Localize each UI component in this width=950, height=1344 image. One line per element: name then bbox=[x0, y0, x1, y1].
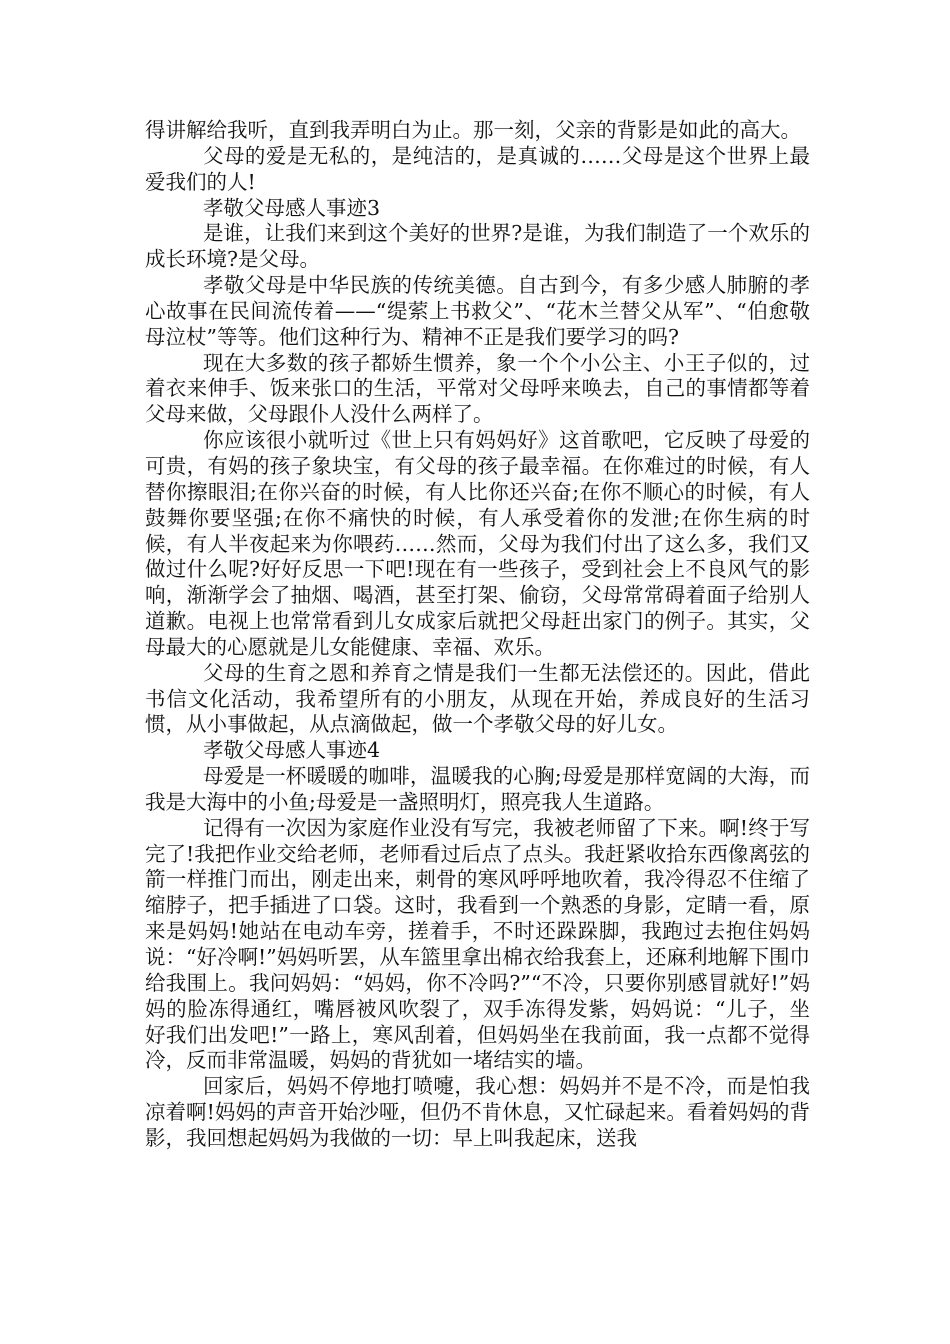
section-heading: 孝敬父母感人事迹3 bbox=[203, 195, 381, 220]
paragraph: 你应该很小就听过《世上只有妈妈好》这首歌吧，它反映了母爱的可贵，有妈的孩子象块宝，有父母的孩子最幸福。在你难过的时候，有人替你擦眼泪;在你兴奋的时候，有人比你还兴奋;在你不顺心的时候，有人鼓舞你要坚强;在你不痛快的时候，有人承受着你的发泄;在你生病的时候，有人半夜起来为你喂药……然而，父母为我们付出了这么多，我们又做过什么呢?好好反思一下吧!现在有一些孩子，受到社会上不良风气的影响，渐渐学会了抽烟、喝酒，甚至打架、偷窃，父母常常碍着面子给别人道歉。电视上也常常看到儿女成家后就把父母赶出家门的例子。其实，父母最大的心愿就是儿女能健康、幸福、欢乐。 bbox=[145, 428, 810, 659]
paragraph: 回家后，妈妈不停地打喷嚏，我心想：妈妈并不是不冷，而是怕我凉着啊!妈妈的声音开始沙哑，但仍不肯休息，又忙碌起来。看着妈妈的背影，我回想起妈妈为我做的一切：早上叫我起床，送我 bbox=[145, 1074, 810, 1150]
paragraph: 现在大多数的孩子都娇生惯养，象一个个小公主、小王子似的，过着衣来伸手、饭来张口的生活，平常对父母呼来唤去，自己的事情都等着父母来做，父母跟仆人没什么两样了。 bbox=[145, 350, 810, 427]
paragraph: 记得有一次因为家庭作业没有写完，我被老师留了下来。啊!终于写完了!我把作业交给老师，老师看过后点了点头。我赶紧收拾东西像离弦的箭一样推门而出，刚走出来，刺骨的寒风呼呼地吹着，我冷得忍不住缩了缩脖子，把手插进了口袋。这时，我看到一个熟悉的身影，定睛一看，原来是妈妈!她站在电动车旁，搓着手，不时还跺跺脚，我跑过去抱住妈妈说：“好冷啊!”妈妈听罢，从车篮里拿出棉衣给我套上，还麻利地解下围巾给我围上。我问妈妈：“妈妈，你不冷吗?”“不冷，只要你别感冒就好!”妈妈的脸冻得通红，嘴唇被风吹裂了，双手冻得发紫，妈妈说：“儿子，坐好我们出发吧!”一路上，寒风刮着，但妈妈坐在我前面，我一点都不觉得冷，反而非常温暖，妈妈的背犹如一堵结实的墙。 bbox=[145, 815, 810, 1073]
paragraph: 母爱是一杯暖暖的咖啡，温暖我的心胸;母爱是那样宽阔的大海，而我是大海中的小鱼;母爱是一盏照明灯，照亮我人生道路。 bbox=[145, 764, 810, 814]
paragraph: 父母的爱是无私的，是纯洁的，是真诚的……父母是这个世界上最爱我们的人! bbox=[145, 143, 810, 194]
paragraph: 父母的生育之恩和养育之情是我们一生都无法偿还的。因此，借此书信文化活动，我希望所有的小朋友，从现在开始，养成良好的生活习惯，从小事做起，从点滴做起，做一个孝敬父母的好儿女。 bbox=[145, 660, 810, 737]
paragraph-continuation: 得讲解给我听，直到我弄明白为止。那一刻，父亲的背影是如此的高大。 bbox=[145, 118, 801, 142]
paragraph: 是谁，让我们来到这个美好的世界?是谁，为我们制造了一个欢乐的成长环境?是父母。 bbox=[145, 221, 810, 272]
paragraph: 孝敬父母是中华民族的传统美德。自古到今，有多少感人肺腑的孝心故事在民间流传着——“缇萦上书救父”、“花木兰替父从军”、“伯愈敬母泣杖”等等。他们这种行为、精神不正是我们要学习的吗? bbox=[145, 273, 810, 349]
document-body bbox=[145, 118, 810, 1152]
section-heading: 孝敬父母感人事迹4 bbox=[203, 738, 381, 763]
